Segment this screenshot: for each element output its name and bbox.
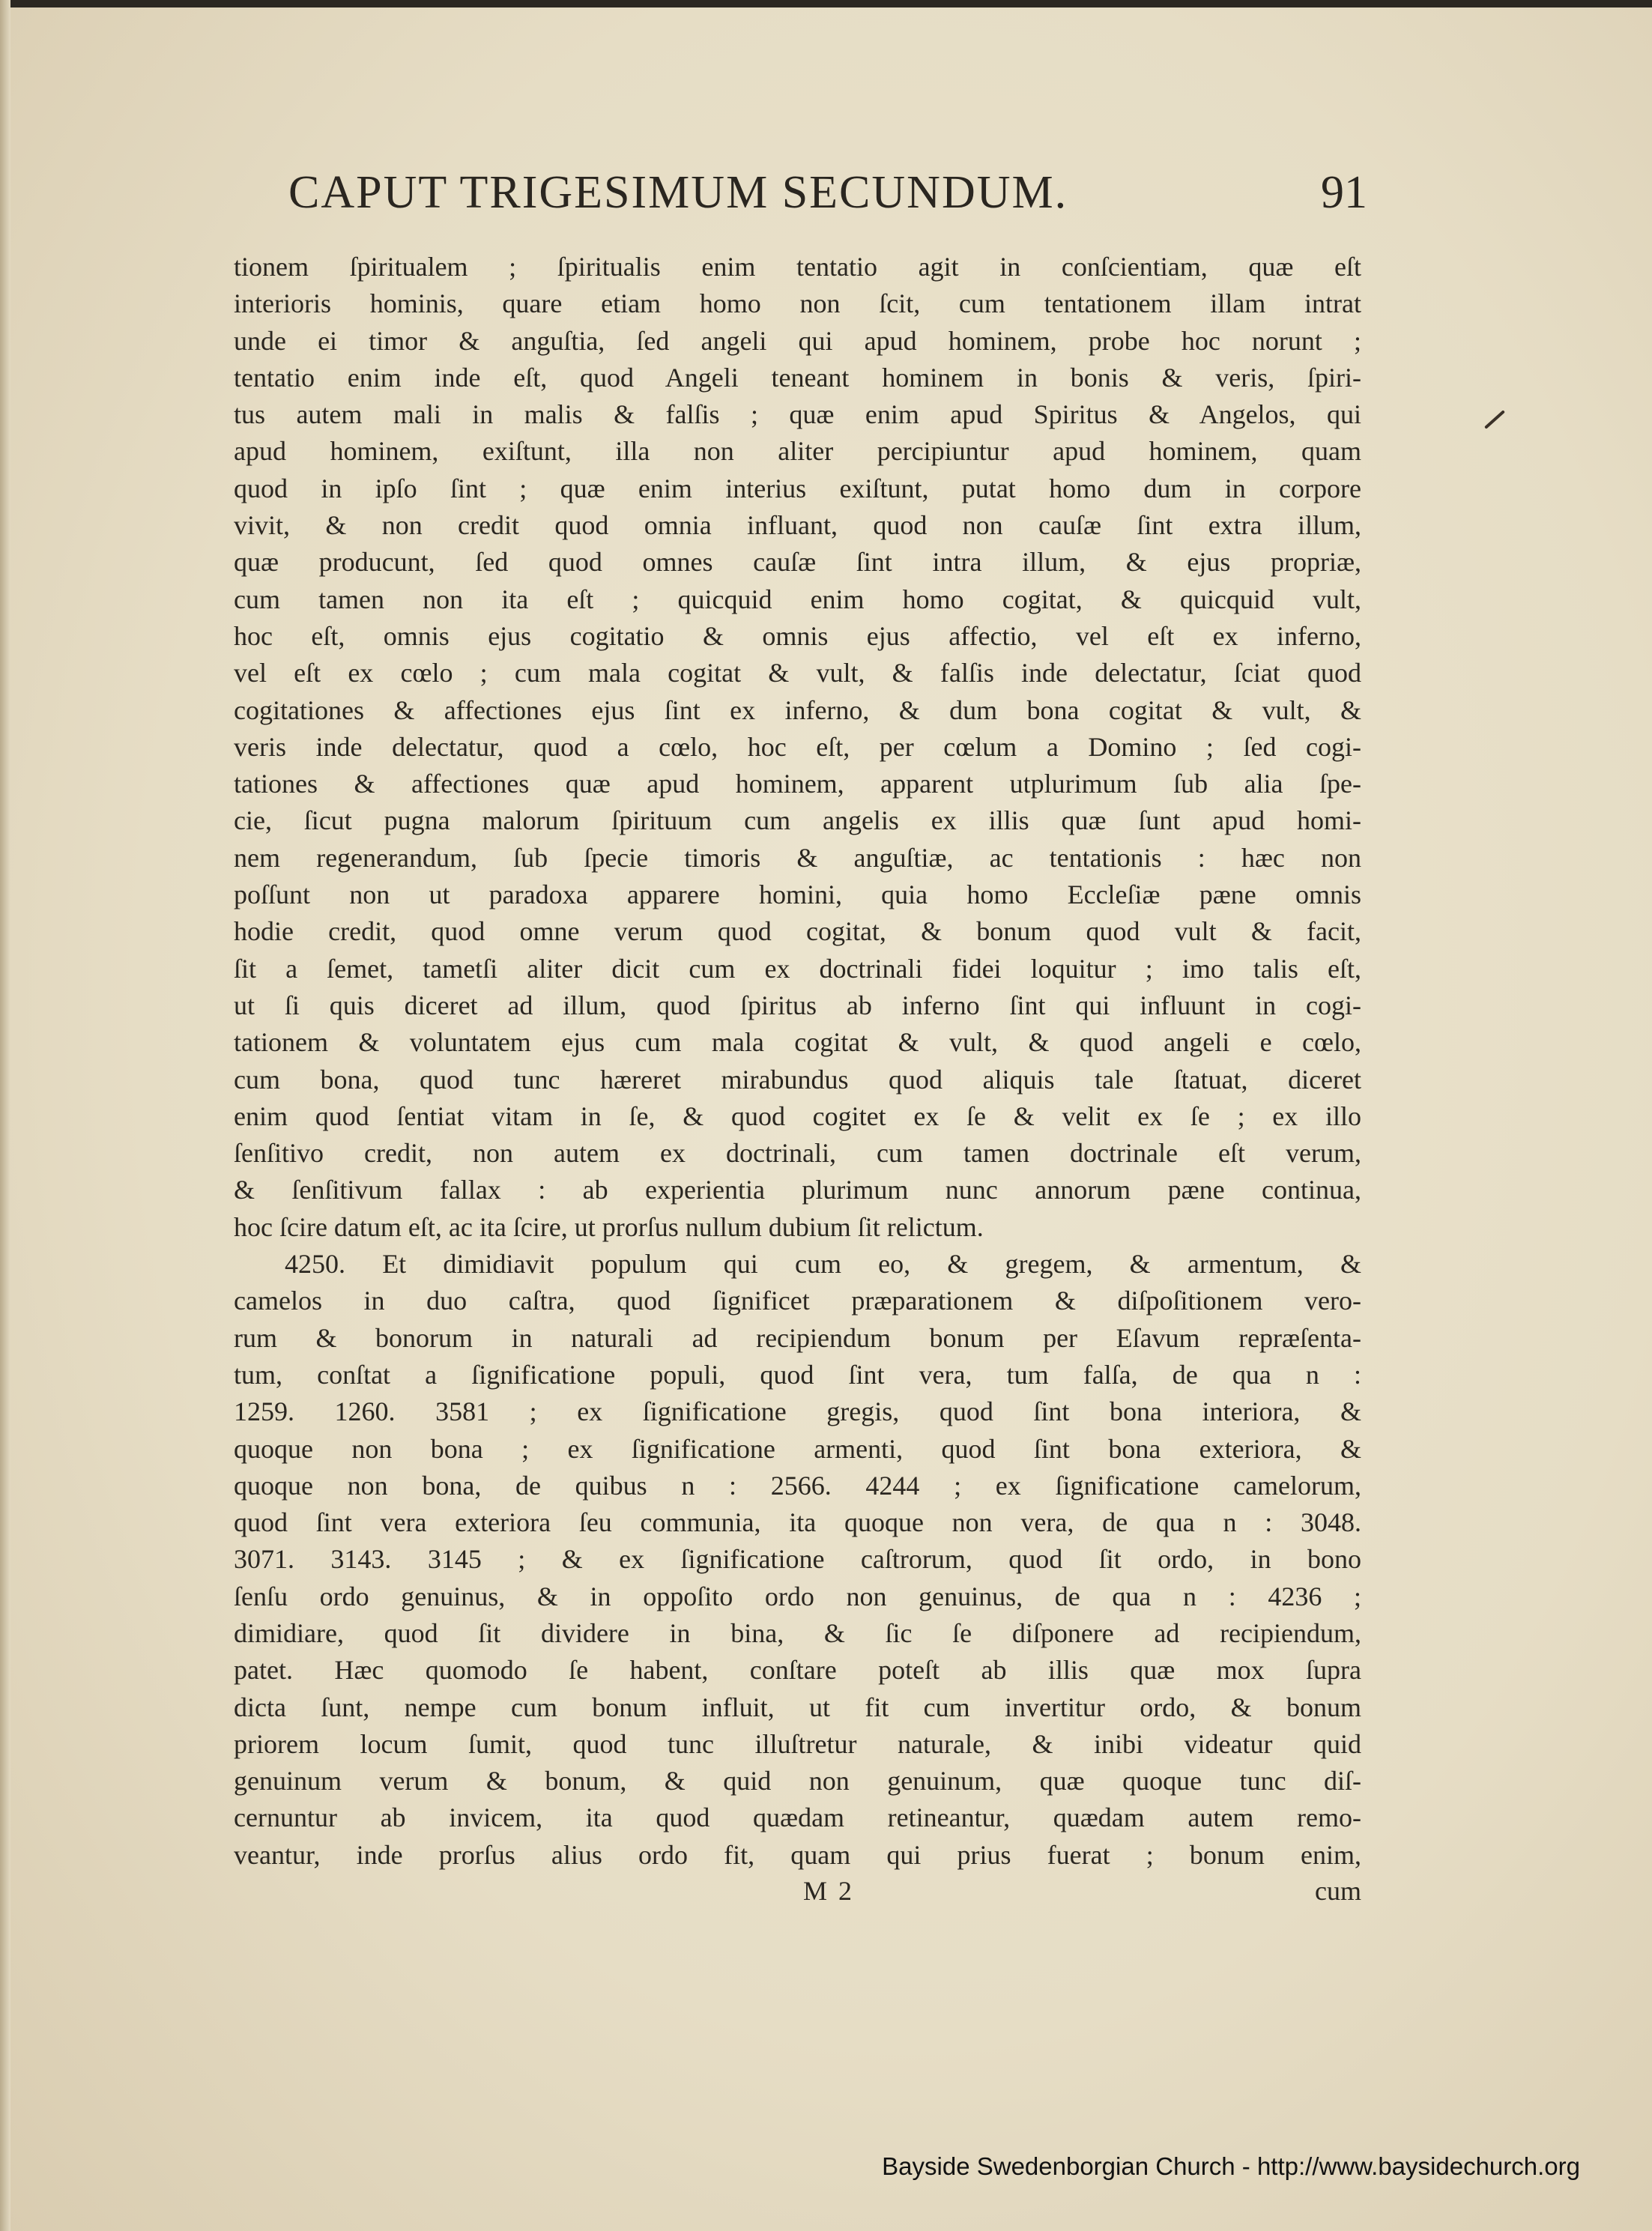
text-line: enim quod ſentiat vitam in ſe, & quod cogitet ex ſe & velit ex ſe ; ex illo bbox=[234, 1101, 1361, 1131]
text-line: quod ſint vera exteriora ſeu communia, ita quoque non vera, de qua n : 3048. bbox=[234, 1507, 1361, 1538]
text-line: interioris hominis, quare etiam homo non ſcit, cum tentationem illam intrat bbox=[234, 288, 1361, 319]
body-text bbox=[234, 249, 1361, 1874]
text-line: tentatio enim inde eſt, quod Angeli teneant hominem in bonis & veris, ſpiri- bbox=[234, 362, 1361, 393]
text-line: ſit a ſemet, tametſi aliter dicit cum ex doctrinali fidei loquitur ; imo talis eſt, bbox=[234, 953, 1361, 984]
text-line: tus autem mali in malis & falſis ; quæ enim apud Spiritus & Angelos, qui bbox=[234, 399, 1361, 430]
text-line: tionem ſpiritualem ; ſpiritualis enim tentatio agit in conſcientiam, quæ eſt bbox=[234, 252, 1361, 282]
text-line: cum tamen non ita eſt ; quicquid enim homo cogitat, & quicquid vult, bbox=[234, 584, 1361, 614]
signature-mark: M 2 bbox=[803, 1876, 855, 1906]
text-line: ut ſi quis diceret ad illum, quod ſpiritus ab inferno ſint qui influunt in cogi- bbox=[234, 990, 1361, 1020]
paragraph-last-line: hoc ſcire datum eſt, ac ita ſcire, ut prorſus nullum dubium ſit relictum. bbox=[234, 1211, 984, 1242]
text-line: hoc eſt, omnis ejus cogitatio & omnis ejus affectio, vel eſt ex inferno, bbox=[234, 620, 1361, 651]
text-line: veris inde delectatur, quod a cœlo, hoc eſt, per cœlum a Domino ; ſed cogi- bbox=[234, 731, 1361, 762]
text-line: hodie credit, quod omne verum quod cogitat, & bonum quod vult & facit, bbox=[234, 916, 1361, 947]
text-line: cum bona, quod tunc hæreret mirabundus quod aliquis tale ſtatuat, diceret bbox=[234, 1064, 1361, 1095]
text-line: unde ei timor & anguſtia, ſed angeli qui apud hominem, probe hoc norunt ; bbox=[234, 325, 1361, 356]
catchword: cum bbox=[1315, 1876, 1361, 1906]
text-line: vivit, & non credit quod omnia influant, quod non cauſæ ſint extra illum, bbox=[234, 510, 1361, 541]
text-line: camelos in duo caſtra, quod ſignificet præparationem & diſpoſitionem vero- bbox=[234, 1286, 1361, 1316]
text-line: patet. Hæc quomodo ſe habent, conſtare poteſt ab illis quæ mox ſupra bbox=[234, 1655, 1361, 1686]
text-line: quoque non bona, de quibus n : 2566. 4244 ; ex ſignificatione camelorum, bbox=[234, 1470, 1361, 1501]
text-line: cie, ſicut pugna malorum ſpirituum cum angelis ex illis quæ ſunt apud homi- bbox=[234, 805, 1361, 836]
page-top-edge bbox=[0, 0, 1652, 7]
text-line: nem regenerandum, ſub ſpecie timoris & anguſtiæ, ac tentationis : hæc non bbox=[234, 842, 1361, 873]
text-line: ſenſitivo credit, non autem ex doctrinali, cum tamen doctrinale eſt verum, bbox=[234, 1138, 1361, 1169]
text-line: dicta ſunt, nempe cum bonum influit, ut fit cum invertitur ordo, & bonum bbox=[234, 1692, 1361, 1722]
page-footer bbox=[234, 1875, 1361, 1907]
text-line: 1259. 1260. 3581 ; ex ſignificatione gregis, quod ſint bona interiora, & bbox=[234, 1396, 1361, 1427]
text-line: ſenſu ordo genuinus, & in oppoſito ordo non genuinus, de qua n : 4236 ; bbox=[234, 1581, 1361, 1611]
text-line: & ſenſitivum fallax : ab experientia plurimum nunc annorum pæne continua, bbox=[234, 1175, 1361, 1205]
margin-pen-mark bbox=[1484, 410, 1505, 429]
text-line: 3071. 3143. 3145 ; & ex ſignificatione caſtrorum, quod ſit ordo, in bono bbox=[234, 1544, 1361, 1575]
text-line: cogitationes & affectiones ejus ſint ex inferno, & dum bona cogitat & vult, & bbox=[234, 694, 1361, 725]
source-watermark: Bayside Swedenborgian Church - http://www.baysidechurch.org bbox=[882, 2152, 1580, 2180]
text-line: tum, conſtat a ſignificatione populi, quod ſint vera, tum falſa, de qua n : bbox=[234, 1359, 1361, 1390]
text-line: quæ producunt, ſed quod omnes cauſæ ſint intra illum, & ejus propriæ, bbox=[234, 547, 1361, 578]
text-line: veantur, inde prorſus alius ordo fit, quam qui prius fuerat ; bonum enim, bbox=[234, 1839, 1361, 1870]
text-line: poſſunt non ut paradoxa apparere homini, quia homo Eccleſiæ pæne omnis bbox=[234, 880, 1361, 910]
text-line: priorem locum ſumit, quod tunc illuſtretur naturale, & inibi videatur quid bbox=[234, 1728, 1361, 1759]
text-line: genuinum verum & bonum, & quid non genuinum, quæ quoque tunc diſ- bbox=[234, 1766, 1361, 1796]
text-line: vel eſt ex cœlo ; cum mala cogitat & vult, & falſis inde delectatur, ſciat quod bbox=[234, 658, 1361, 688]
text-line: tationes & affectiones quæ apud hominem, apparent utplurimum ſub alia ſpe- bbox=[234, 769, 1361, 799]
text-line: dimidiare, quod ſit dividere in bina, & ſic ſe diſponere ad recipiendum, bbox=[234, 1617, 1361, 1648]
text-line: quoque non bona ; ex ſignificatione armenti, quod ſint bona exteriora, & bbox=[234, 1433, 1361, 1464]
text-line: cernuntur ab invicem, ita quod quædam retineantur, quædam autem remo- bbox=[234, 1802, 1361, 1833]
page-binding-edge bbox=[0, 0, 10, 2231]
text-line: apud hominem, exiſtunt, illa non aliter percipiuntur apud hominem, quam bbox=[234, 436, 1361, 467]
running-head bbox=[288, 166, 1367, 220]
running-title: CAPUT TRIGESIMUM SECUNDUM. bbox=[288, 167, 1068, 218]
text-line: tationem & voluntatem ejus cum mala cogitat & vult, & quod angeli e cœlo, bbox=[234, 1027, 1361, 1058]
paragraph-number-4250-line: 4250. Et dimidiavit populum qui cum eo, & gregem, & armentum, & bbox=[285, 1249, 1361, 1280]
page-number: 91 bbox=[1321, 167, 1367, 218]
text-line: rum & bonorum in naturali ad recipiendum bonum per Eſavum repræſenta- bbox=[234, 1322, 1361, 1353]
text-line: quod in ipſo ſint ; quæ enim interius exiſtunt, putat homo dum in corpore bbox=[234, 473, 1361, 503]
